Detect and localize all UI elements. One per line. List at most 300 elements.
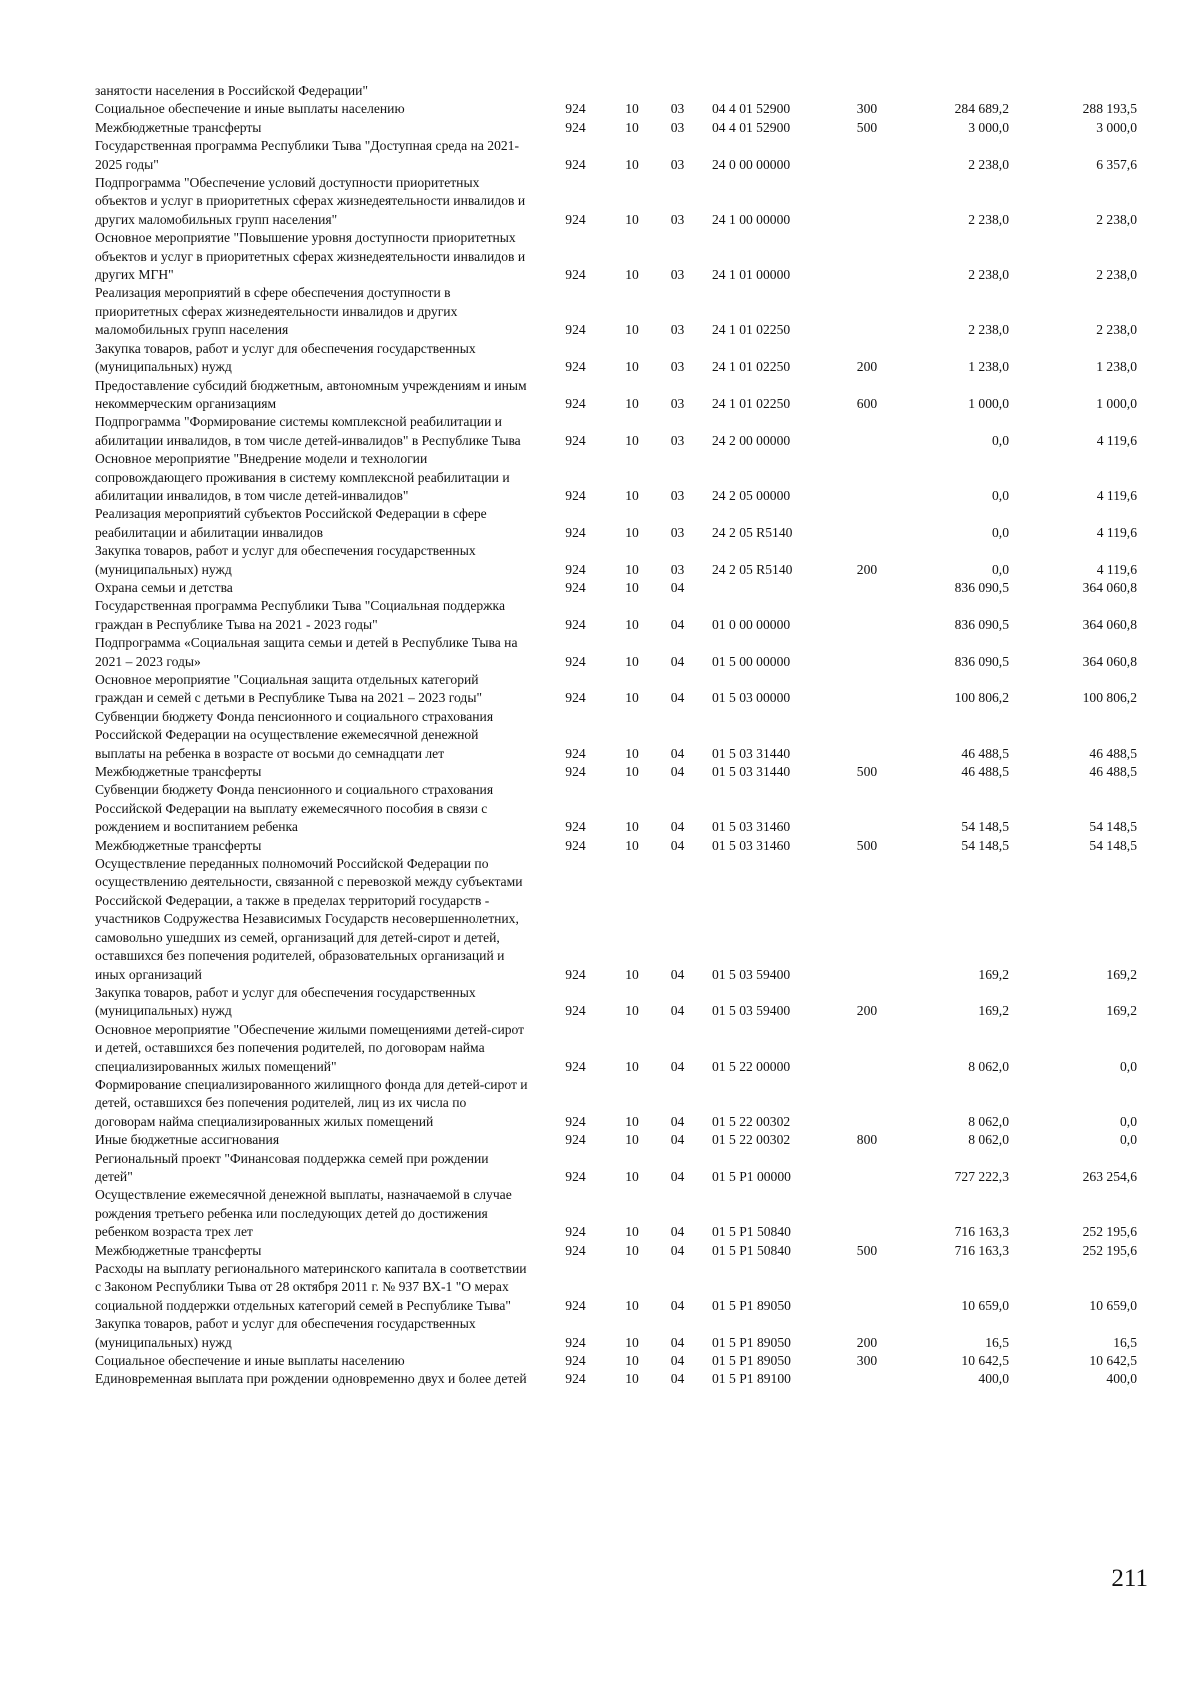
row-name: Единовременная выплата при рождении одновременно двух и более детей [95, 1371, 527, 1387]
row-section-code: 10 [625, 1003, 639, 1019]
row-name: Реализация мероприятий в сфере обеспечения доступности в приоритетных сферах жизнедеятельности инвалидов и других маломобильных групп населения [95, 285, 458, 338]
row-subsection-code: 04 [670, 616, 685, 632]
row-target-article: 01 5 03 59400 [712, 1003, 791, 1019]
row-expense-type: 300 [856, 101, 878, 117]
row-name: Субвенции бюджету Фонда пенсионного и социального страхования Российской Федерации на осуществление ежемесячной денежной выплаты на ребенка в возрасте от восьми до семнадцати лет [95, 708, 494, 761]
row-gr-code: 924 [565, 616, 586, 632]
row-target-article: 01 5 P1 89100 [712, 1371, 791, 1387]
row-name: Межбюджетные трансферты [95, 764, 262, 780]
row-subsection-code: 03 [670, 395, 685, 411]
row-amount-year2: 3 000,0 [1096, 119, 1137, 135]
row-expense-type: 500 [856, 837, 878, 853]
row-amount-year1: 2 238,0 [968, 156, 1009, 172]
row-subsection-code: 03 [670, 524, 685, 540]
row-gr-code: 924 [565, 432, 586, 448]
row-section-code: 10 [625, 1353, 639, 1369]
row-target-article: 01 5 P1 50840 [712, 1242, 791, 1258]
table-row [95, 137, 1145, 174]
row-amount-year2: 400,0 [1106, 1371, 1137, 1387]
row-section-code: 10 [625, 119, 639, 135]
row-subsection-code: 04 [670, 1334, 685, 1350]
table-row [95, 284, 1145, 339]
row-section-code: 10 [625, 359, 639, 375]
row-expense-type: 500 [856, 1242, 878, 1258]
row-expense-type [837, 1076, 897, 1131]
row-amount-year1: 284 689,2 [954, 101, 1009, 117]
row-name: занятости населения в Российской Федерации" [95, 83, 368, 98]
row-gr-code: 924 [565, 267, 586, 283]
table-row [95, 1260, 1145, 1315]
row-amount-year2: 16,5 [1113, 1334, 1137, 1350]
row-subsection-code: 04 [670, 579, 685, 595]
row-expense-type [837, 1150, 897, 1187]
row-subsection-code: 03 [670, 432, 685, 448]
row-section-code: 10 [625, 579, 639, 595]
row-subsection-code: 04 [670, 1224, 685, 1240]
row-gr-code: 924 [565, 764, 586, 780]
row-amount-year1: 8 062,0 [968, 1132, 1009, 1148]
row-amount-year1: 54 148,5 [961, 819, 1009, 835]
table-row [95, 82, 1145, 100]
row-amount-year1: 0,0 [992, 524, 1009, 540]
row-name: Межбюджетные трансферты [95, 119, 262, 135]
row-expense-type: 200 [856, 1334, 878, 1350]
row-target-article: 01 5 22 00000 [712, 1058, 791, 1074]
row-gr-code: 924 [565, 690, 586, 706]
row-amount-year1: 10 659,0 [961, 1297, 1009, 1313]
row-subsection-code: 03 [670, 211, 685, 227]
row-name: Межбюджетные трансферты [95, 837, 262, 853]
row-subsection-code: 04 [670, 837, 685, 853]
row-target-article: 24 1 00 00000 [712, 211, 791, 227]
row-section-code: 10 [625, 819, 639, 835]
row-gr-code: 924 [565, 1224, 586, 1240]
row-amount-year1: 100 806,2 [954, 690, 1009, 706]
row-target-article: 01 5 22 00302 [712, 1113, 791, 1129]
row-subsection-code: 04 [670, 745, 685, 761]
row-expense-type [837, 671, 897, 708]
row-target-article: 01 5 P1 89050 [712, 1297, 791, 1313]
row-amount-year2: 46 488,5 [1089, 745, 1137, 761]
row-section-code: 10 [625, 1224, 639, 1240]
row-amount-year2: 288 193,5 [1082, 101, 1137, 117]
table-row [95, 579, 1145, 597]
row-gr-code: 924 [565, 101, 586, 117]
row-section-code: 10 [625, 395, 639, 411]
row-amount-year1: 716 163,3 [954, 1242, 1009, 1258]
row-target-article: 01 5 03 59400 [712, 966, 791, 982]
row-amount-year2: 364 060,8 [1082, 616, 1137, 632]
row-gr-code: 924 [565, 156, 586, 172]
row-name: Подпрограмма «Социальная защита семьи и детей в Республике Тыва на 2021 – 2023 годы» [95, 635, 518, 669]
row-gr-code: 924 [565, 1353, 586, 1369]
row-target-article: 01 5 03 31460 [712, 837, 791, 853]
row-gr-code: 924 [565, 966, 586, 982]
row-amount-year2: 0,0 [1120, 1132, 1137, 1148]
row-gr-code: 924 [565, 579, 586, 595]
row-section-code: 10 [625, 616, 639, 632]
row-amount-year2: 252 195,6 [1082, 1242, 1137, 1258]
row-target-article: 01 0 00 00000 [712, 616, 791, 632]
row-expense-type [837, 1260, 897, 1315]
row-gr-code: 924 [565, 524, 586, 540]
table-row [95, 855, 1145, 984]
row-expense-type [837, 505, 897, 542]
row-name: Закупка товаров, работ и услуг для обеспечения государственных (муниципальных) нужд [95, 543, 476, 577]
table-row [95, 542, 1145, 579]
row-amount-year1: 8 062,0 [968, 1058, 1009, 1074]
table-row [95, 174, 1145, 229]
row-subsection-code: 04 [670, 966, 685, 982]
row-amount-year1: 10 642,5 [961, 1353, 1009, 1369]
table-row [95, 1076, 1145, 1131]
row-subsection-code: 03 [670, 487, 685, 503]
row-section-code: 10 [625, 1168, 639, 1184]
row-name: Межбюджетные трансферты [95, 1242, 262, 1258]
row-name: Осуществление переданных полномочий Российской Федерации по осуществлению деятельности, связанной с перевозкой между субъектами Российской Федерации, а также в пределах территорий государств - участников Содружества Независимых Государств несовершеннолетних, самовольно ушедших из семей, организаций для детей-сирот и детей, оставшихся без попечения родителей, образовательных организаций и иных организаций [95, 856, 523, 982]
row-amount-year2: 46 488,5 [1089, 764, 1137, 780]
table-row [95, 1242, 1145, 1260]
row-name: Подпрограмма "Формирование системы комплексной реабилитации и абилитации инвалидов, в том числе детей-инвалидов" в Республике Тыва [95, 414, 521, 448]
row-subsection-code: 03 [670, 267, 685, 283]
row-section-code: 10 [625, 1132, 639, 1148]
row-amount-year1: 836 090,5 [954, 653, 1009, 669]
row-amount-year2: 263 254,6 [1082, 1168, 1137, 1184]
table-row [95, 1150, 1145, 1187]
row-section-code: 10 [625, 432, 639, 448]
row-target-article: 24 1 01 02250 [712, 395, 791, 411]
row-name: Закупка товаров, работ и услуг для обеспечения государственных (муниципальных) нужд [95, 340, 476, 375]
row-gr-code: 924 [565, 119, 586, 135]
row-amount-year2: 4 119,6 [1096, 561, 1137, 577]
row-amount-year1: 16,5 [985, 1334, 1009, 1350]
row-subsection-code: 04 [670, 1113, 685, 1129]
row-amount-year1: 54 148,5 [961, 837, 1009, 853]
row-name: Предоставление субсидий бюджетным, автономным учреждениям и иным некоммерческим организациям [95, 377, 527, 411]
table-row [95, 119, 1145, 137]
row-amount-year2: 2 238,0 [1096, 322, 1137, 338]
row-name: Закупка товаров, работ и услуг для обеспечения государственных (муниципальных) нужд [95, 1316, 476, 1350]
table-row [95, 1315, 1145, 1352]
row-amount-year2: 54 148,5 [1089, 819, 1137, 835]
row-gr-code: 924 [565, 1371, 586, 1387]
row-expense-type: 200 [856, 1003, 878, 1019]
row-name: Государственная программа Республики Тыва "Социальная поддержка граждан в Республике Тыва на 2021 - 2023 годы" [95, 598, 505, 632]
row-expense-type [837, 1021, 897, 1076]
row-subsection-code: 04 [670, 1058, 685, 1074]
row-target-article [700, 82, 837, 100]
row-subsection-code: 03 [670, 359, 685, 375]
row-name: Охрана семьи и детства [95, 579, 233, 595]
row-expense-type [837, 855, 897, 984]
row-target-article: 24 1 01 02250 [712, 322, 791, 338]
row-gr-code: 924 [565, 1113, 586, 1129]
row-amount-year2: 1 238,0 [1096, 359, 1137, 375]
budget-table-container [95, 82, 1145, 1389]
row-subsection-code [655, 82, 700, 100]
row-expense-type: 200 [856, 561, 878, 577]
row-section-code: 10 [625, 1334, 639, 1350]
row-amount-year2: 54 148,5 [1089, 837, 1137, 853]
row-name: Осуществление ежемесячной денежной выплаты, назначаемой в случае рождения третьего ребенка или последующих детей до достижения ребенком возраста трех лет [95, 1187, 512, 1240]
row-expense-type [837, 781, 897, 836]
row-expense-type [837, 284, 897, 339]
row-amount-year2: 1 000,0 [1096, 395, 1137, 411]
row-amount-year2: 0,0 [1120, 1058, 1137, 1074]
row-section-code: 10 [625, 1113, 639, 1129]
row-amount-year1: 0,0 [992, 561, 1009, 577]
row-expense-type [837, 229, 897, 284]
row-section-code: 10 [625, 1297, 639, 1313]
row-gr-code: 924 [565, 359, 586, 375]
row-target-article: 24 2 05 R5140 [712, 524, 793, 540]
row-amount-year1: 46 488,5 [961, 764, 1009, 780]
budget-table [95, 82, 1145, 1389]
row-name: Основное мероприятие "Социальная защита отдельных категорий граждан и семей с детьми в Республике Тыва на 2021 – 2023 годы" [95, 672, 483, 706]
row-amount-year2: 252 195,6 [1082, 1224, 1137, 1240]
row-name: Основное мероприятие "Обеспечение жилыми помещениями детей-сирот и детей, оставшихся без попечения родителей, по договорам найма специализированных жилых помещений" [95, 1021, 525, 1074]
row-subsection-code: 03 [670, 119, 685, 135]
row-name: Региональный проект "Финансовая поддержка семей при рождении детей" [95, 1150, 489, 1184]
row-gr-code: 924 [565, 561, 586, 577]
row-target-article: 01 5 03 31440 [712, 764, 791, 780]
table-row [95, 984, 1145, 1021]
row-expense-type [837, 634, 897, 671]
row-gr-code: 924 [565, 837, 586, 853]
row-section-code: 10 [625, 524, 639, 540]
row-amount-year1: 1 238,0 [968, 359, 1009, 375]
row-section-code: 10 [625, 1371, 639, 1387]
row-gr-code: 924 [565, 653, 586, 669]
row-amount-year2: 2 238,0 [1096, 211, 1137, 227]
row-amount-year1: 2 238,0 [968, 267, 1009, 283]
row-target-article [700, 579, 837, 597]
row-amount-year1: 716 163,3 [954, 1224, 1009, 1240]
row-name: Подпрограмма "Обеспечение условий доступности приоритетных объектов и услуг в приоритетных сферах жизнедеятельности инвалидов и других маломобильных групп населения" [95, 175, 526, 227]
row-name: Формирование специализированного жилищного фонда для детей-сирот и детей, оставшихся без попечения родителей, лиц из их числа по договорам найма специализированных жилых помещений [95, 1076, 528, 1129]
row-section-code: 10 [625, 837, 639, 853]
row-section-code: 10 [625, 156, 639, 172]
row-subsection-code: 04 [670, 1297, 685, 1313]
row-amount-year1 [897, 82, 1017, 100]
row-amount-year2 [1017, 82, 1145, 100]
table-row [95, 229, 1145, 284]
row-amount-year2: 364 060,8 [1082, 579, 1137, 595]
row-section-code: 10 [625, 561, 639, 577]
row-expense-type: 200 [856, 359, 878, 375]
table-row [95, 763, 1145, 781]
table-row [95, 1186, 1145, 1241]
row-amount-year1: 8 062,0 [968, 1113, 1009, 1129]
table-row [95, 450, 1145, 505]
row-amount-year1: 400,0 [978, 1371, 1009, 1387]
table-row [95, 505, 1145, 542]
row-target-article: 01 5 P1 50840 [712, 1224, 791, 1240]
table-row [95, 1352, 1145, 1370]
row-target-article: 24 1 01 02250 [712, 359, 791, 375]
row-amount-year1: 836 090,5 [954, 579, 1009, 595]
row-amount-year1: 836 090,5 [954, 616, 1009, 632]
row-expense-type [837, 82, 897, 100]
row-amount-year2: 4 119,6 [1096, 487, 1137, 503]
row-expense-type: 500 [856, 764, 878, 780]
row-expense-type: 800 [856, 1132, 878, 1148]
row-expense-type [837, 1186, 897, 1241]
row-target-article: 04 4 01 52900 [712, 101, 791, 117]
row-gr-code: 924 [565, 211, 586, 227]
table-row [95, 377, 1145, 414]
row-expense-type [837, 1370, 897, 1388]
row-expense-type [837, 413, 897, 450]
row-gr-code [542, 82, 609, 100]
row-section-code [609, 82, 655, 100]
row-name: Основное мероприятие "Внедрение модели и технологии сопровождающего проживания в систему комплексной реабилитации и абилитации инвалидов, в том числе детей-инвалидов" [95, 451, 510, 503]
row-subsection-code: 03 [670, 561, 685, 577]
row-name: Закупка товаров, работ и услуг для обеспечения государственных (муниципальных) нужд [95, 984, 476, 1019]
row-gr-code: 924 [565, 1003, 586, 1019]
row-subsection-code: 03 [670, 101, 685, 117]
row-amount-year1: 1 000,0 [968, 395, 1009, 411]
row-amount-year2: 100 806,2 [1082, 690, 1137, 706]
row-gr-code: 924 [565, 745, 586, 761]
row-expense-type: 600 [856, 395, 878, 411]
row-expense-type [837, 579, 897, 597]
row-subsection-code: 04 [670, 1353, 685, 1369]
row-section-code: 10 [625, 690, 639, 706]
row-subsection-code: 04 [670, 653, 685, 669]
row-amount-year1: 3 000,0 [968, 119, 1009, 135]
row-section-code: 10 [625, 487, 639, 503]
row-amount-year2: 10 642,5 [1089, 1353, 1137, 1369]
row-name: Социальное обеспечение и иные выплаты населению [95, 1353, 405, 1369]
row-section-code: 10 [625, 211, 639, 227]
row-gr-code: 924 [565, 322, 586, 338]
row-target-article: 01 5 22 00302 [712, 1132, 791, 1148]
row-name: Государственная программа Республики Тыва "Доступная среда на 2021-2025 годы" [95, 138, 520, 172]
row-gr-code: 924 [565, 1058, 586, 1074]
row-name: Расходы на выплату регионального материнского капитала в соответствии с Законом Республики Тыва от 28 октября 2011 г. № 937 ВХ-1 "О мерах социальной поддержки отдельных категорий семей в Республике Тыва" [95, 1261, 527, 1313]
row-subsection-code: 04 [670, 1132, 685, 1148]
row-name: Социальное обеспечение и иные выплаты населению [95, 101, 405, 117]
row-subsection-code: 04 [670, 1242, 685, 1258]
row-subsection-code: 03 [670, 156, 685, 172]
table-row [95, 1370, 1145, 1388]
row-subsection-code: 04 [670, 1371, 685, 1387]
table-row [95, 100, 1145, 118]
row-section-code: 10 [625, 764, 639, 780]
table-row [95, 597, 1145, 634]
row-gr-code: 924 [565, 395, 586, 411]
row-gr-code: 924 [565, 1334, 586, 1350]
row-amount-year1: 46 488,5 [961, 745, 1009, 761]
page-number: 211 [1111, 1565, 1148, 1592]
row-gr-code: 924 [565, 1168, 586, 1184]
row-subsection-code: 04 [670, 1168, 685, 1184]
row-target-article: 01 5 P1 89050 [712, 1334, 791, 1350]
row-target-article: 01 5 03 00000 [712, 690, 791, 706]
row-amount-year1: 169,2 [978, 1003, 1009, 1019]
row-gr-code: 924 [565, 1297, 586, 1313]
row-expense-type [837, 597, 897, 634]
row-section-code: 10 [625, 101, 639, 117]
row-section-code: 10 [625, 745, 639, 761]
row-subsection-code: 04 [670, 690, 685, 706]
row-target-article: 24 2 05 00000 [712, 487, 791, 503]
row-expense-type [837, 708, 897, 763]
row-amount-year2: 2 238,0 [1096, 267, 1137, 283]
table-row [95, 781, 1145, 836]
row-name: Основное мероприятие "Повышение уровня доступности приоритетных объектов и услуг в приоритетных сферах жизнедеятельности инвалидов и других МГН" [95, 230, 526, 283]
row-gr-code: 924 [565, 1132, 586, 1148]
row-subsection-code: 04 [670, 1003, 685, 1019]
row-amount-year2: 6 357,6 [1096, 156, 1137, 172]
row-subsection-code: 04 [670, 819, 685, 835]
table-row [95, 708, 1145, 763]
row-target-article: 01 5 P1 89050 [712, 1353, 791, 1369]
row-target-article: 24 0 00 00000 [712, 156, 791, 172]
row-subsection-code: 04 [670, 764, 685, 780]
row-target-article: 24 1 01 00000 [712, 267, 791, 283]
row-amount-year2: 4 119,6 [1096, 432, 1137, 448]
row-amount-year2: 169,2 [1106, 1003, 1137, 1019]
row-target-article: 04 4 01 52900 [712, 119, 791, 135]
row-amount-year2: 364 060,8 [1082, 653, 1137, 669]
row-name: Реализация мероприятий субъектов Российской Федерации в сфере реабилитации и абилитации инвалидов [95, 506, 487, 540]
row-expense-type: 300 [856, 1353, 878, 1369]
row-expense-type [837, 137, 897, 174]
row-expense-type [837, 450, 897, 505]
row-target-article: 01 5 03 31460 [712, 819, 791, 835]
row-target-article: 01 5 03 31440 [712, 745, 791, 761]
row-target-article: 01 5 P1 00000 [712, 1168, 791, 1184]
row-expense-type [837, 174, 897, 229]
table-row [95, 1021, 1145, 1076]
row-target-article: 24 2 05 R5140 [712, 561, 793, 577]
row-name: Субвенции бюджету Фонда пенсионного и социального страхования Российской Федерации на выплату ежемесячного пособия в связи с рождением и воспитанием ребенка [95, 782, 494, 835]
table-row [95, 1131, 1145, 1149]
row-amount-year2: 4 119,6 [1096, 524, 1137, 540]
table-row [95, 837, 1145, 855]
row-amount-year1: 2 238,0 [968, 211, 1009, 227]
row-subsection-code: 03 [670, 322, 685, 338]
row-amount-year1: 727 222,3 [954, 1168, 1009, 1184]
table-row [95, 671, 1145, 708]
row-section-code: 10 [625, 322, 639, 338]
row-section-code: 10 [625, 653, 639, 669]
row-amount-year1: 2 238,0 [968, 322, 1009, 338]
table-row [95, 634, 1145, 671]
row-amount-year2: 10 659,0 [1089, 1297, 1137, 1313]
row-gr-code: 924 [565, 487, 586, 503]
row-gr-code: 924 [565, 1242, 586, 1258]
table-row [95, 413, 1145, 450]
row-amount-year2: 0,0 [1120, 1113, 1137, 1129]
row-section-code: 10 [625, 267, 639, 283]
row-target-article: 24 2 00 00000 [712, 432, 791, 448]
row-amount-year1: 0,0 [992, 487, 1009, 503]
table-row [95, 340, 1145, 377]
row-amount-year2: 169,2 [1106, 966, 1137, 982]
row-section-code: 10 [625, 1058, 639, 1074]
row-expense-type: 500 [856, 119, 878, 135]
row-target-article: 01 5 00 00000 [712, 653, 791, 669]
row-amount-year1: 0,0 [992, 432, 1009, 448]
row-amount-year1: 169,2 [978, 966, 1009, 982]
row-gr-code: 924 [565, 819, 586, 835]
row-section-code: 10 [625, 966, 639, 982]
row-name: Иные бюджетные ассигнования [95, 1132, 280, 1148]
row-section-code: 10 [625, 1242, 639, 1258]
